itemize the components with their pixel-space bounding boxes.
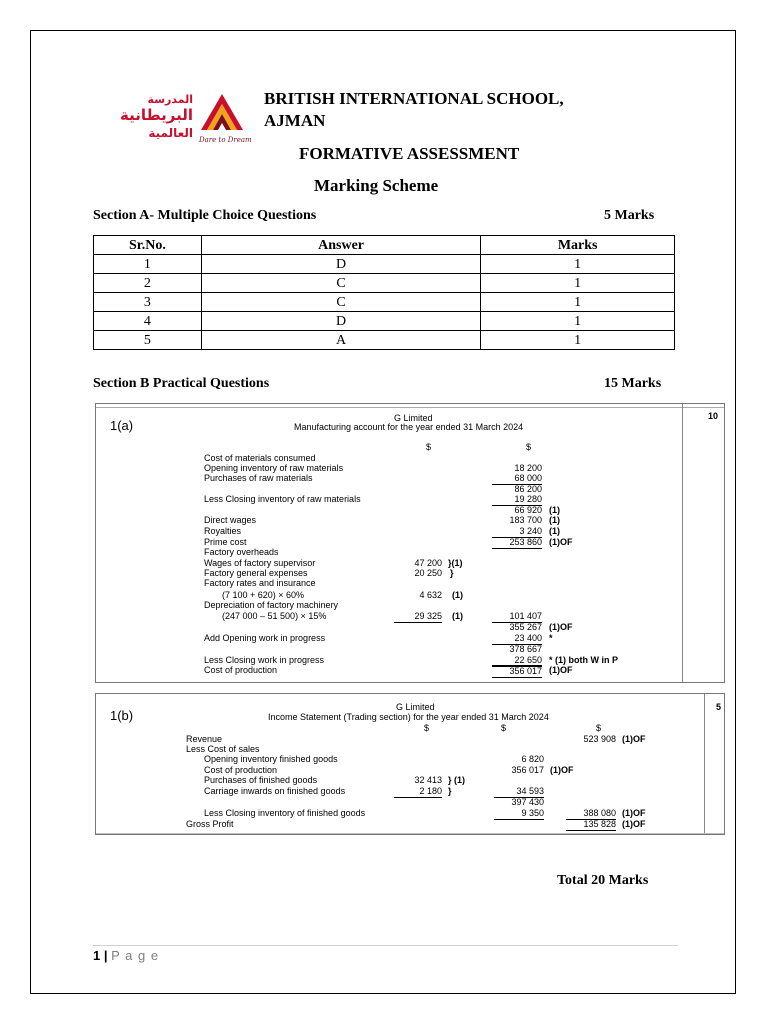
mark-annotation: } <box>448 786 452 796</box>
mark-annotation: (1)OF <box>622 734 646 744</box>
line-label: Factory overheads <box>204 547 279 557</box>
mark-annotation: (1) <box>452 611 463 621</box>
line-calc: (7 100 + 620) × 60% <box>222 590 305 600</box>
divider <box>704 694 705 834</box>
question-1a-marks: 10 <box>708 411 719 421</box>
col-header-answer: Answer <box>201 236 480 255</box>
mark-annotation: (1)OF <box>622 808 646 818</box>
line-value: 20 250 <box>414 568 442 578</box>
mark-annotation: (1)OF <box>549 665 573 675</box>
cell-answer: A <box>201 331 480 350</box>
mcq-answer-table <box>93 235 675 350</box>
logo-arabic-line2: البريطانية <box>120 106 193 124</box>
col-header-1: $ <box>424 723 430 733</box>
mark-annotation: (1) <box>452 590 463 600</box>
line-label: Less Cost of sales <box>186 744 260 754</box>
line-label: Direct wages <box>204 515 257 525</box>
mark-annotation: } <box>450 568 454 578</box>
line-value: 523 908 <box>583 734 616 744</box>
line-label: Opening inventory finished goods <box>204 754 338 764</box>
line-value: 18 200 <box>514 463 542 473</box>
section-a-title: Section A- Multiple Choice Questions <box>93 208 317 223</box>
line-label: Less Closing work in progress <box>204 655 325 665</box>
cell-answer: D <box>201 312 480 331</box>
mark-annotation: * <box>549 633 553 643</box>
company-name: G Limited <box>396 702 435 712</box>
total-marks: Total 20 Marks <box>557 873 649 888</box>
cell-marks: 1 <box>481 312 675 331</box>
mark-annotation: }(1) <box>448 558 463 568</box>
line-label: Opening inventory of raw materials <box>204 463 344 473</box>
cell-answer: C <box>201 274 480 293</box>
table-row <box>94 331 675 350</box>
table-row <box>94 274 675 293</box>
line-value: 183 700 <box>509 515 542 525</box>
line-value: 397 430 <box>511 797 544 807</box>
line-value: 86 200 <box>514 484 542 494</box>
line-label: Cost of materials consumed <box>204 453 316 463</box>
mark-annotation: (1)OF <box>549 537 573 547</box>
line-label: Wages of factory supervisor <box>204 558 316 568</box>
mark-annotation: } (1) <box>448 775 466 785</box>
page-footer <box>93 948 159 963</box>
line-label: Add Opening work in progress <box>204 633 326 643</box>
divider <box>682 404 683 682</box>
question-1b-answer-box <box>95 693 725 835</box>
marking-scheme-title: Marking Scheme <box>314 176 439 195</box>
cell-marks: 1 <box>481 331 675 350</box>
col-header-1: $ <box>426 442 432 452</box>
line-label: Cost of production <box>204 765 278 775</box>
table-row <box>94 293 675 312</box>
table-row <box>94 312 675 331</box>
line-value: 34 593 <box>494 786 544 798</box>
line-value: 32 413 <box>414 775 442 785</box>
mark-annotation: (1)OF <box>549 622 573 632</box>
question-1a-answer-box <box>95 403 725 683</box>
line-label: Less Closing inventory of finished goods <box>204 808 366 818</box>
assessment-title: FORMATIVE ASSESSMENT <box>299 144 520 163</box>
line-label: Carriage inwards on finished goods <box>204 786 346 796</box>
line-value: 66 920 <box>514 505 542 515</box>
cell-srno: 5 <box>94 331 202 350</box>
line-label: Purchases of raw materials <box>204 473 313 483</box>
line-value: 356 017 <box>511 765 544 775</box>
page-word: P a g e <box>111 948 160 963</box>
section-a-marks: 5 Marks <box>604 208 655 223</box>
line-value: 22 650 <box>492 655 542 667</box>
line-label: Purchases of finished goods <box>204 775 318 785</box>
question-1b-label: 1(b) <box>110 708 134 723</box>
col-header-3: $ <box>596 723 602 733</box>
line-label: Revenue <box>186 734 223 744</box>
cell-marks: 1 <box>481 274 675 293</box>
cell-srno: 1 <box>94 255 202 274</box>
line-value: 4 632 <box>419 590 442 600</box>
page-number: 1 <box>93 948 101 963</box>
school-logo <box>105 92 255 150</box>
cell-marks: 1 <box>481 293 675 312</box>
cell-srno: 4 <box>94 312 202 331</box>
col-header-srno: Sr.No. <box>94 236 202 255</box>
line-label: Depreciation of factory machinery <box>204 600 339 610</box>
statement-heading: Income Statement (Trading section) for the year ended 31 March 2024 <box>268 712 549 722</box>
cell-srno: 3 <box>94 293 202 312</box>
line-value: 29 325 <box>394 611 442 623</box>
line-value: 101 407 <box>492 611 542 623</box>
divider <box>96 407 724 408</box>
flame-chevron-logo-icon <box>197 92 247 138</box>
divider <box>96 833 724 834</box>
table-header-row <box>94 236 675 255</box>
line-value: 9 350 <box>494 808 544 820</box>
mark-annotation: * (1) both W in P <box>549 655 618 665</box>
col-header-2: $ <box>501 723 507 733</box>
mark-annotation: (1) <box>549 515 560 525</box>
cell-answer: C <box>201 293 480 312</box>
school-name-line1: BRITISH INTERNATIONAL SCHOOL, <box>264 89 564 108</box>
line-label: Factory general expenses <box>204 568 308 578</box>
line-value: 3 240 <box>492 526 542 538</box>
line-label: Cost of production <box>204 665 278 675</box>
line-value: 68 000 <box>492 473 542 485</box>
cell-answer: D <box>201 255 480 274</box>
school-name-line2: AJMAN <box>264 111 326 130</box>
line-label: Gross Profit <box>186 819 234 829</box>
line-value: 388 080 <box>566 808 616 820</box>
mark-annotation: (1) <box>549 505 560 515</box>
footer-divider <box>93 945 678 946</box>
line-label: Prime cost <box>204 537 247 547</box>
line-value: 253 860 <box>492 537 542 549</box>
line-value: 6 820 <box>521 754 544 764</box>
logo-arabic-line1: المدرسة <box>147 93 193 106</box>
question-1b-marks: 5 <box>716 702 722 712</box>
logo-arabic-line3: العالمية <box>148 126 193 140</box>
mark-annotation: (1)OF <box>550 765 574 775</box>
page-separator: | <box>103 948 108 963</box>
line-value: 47 200 <box>414 558 442 568</box>
line-label: Factory rates and insurance <box>204 578 316 588</box>
table-row <box>94 255 675 274</box>
col-header-2: $ <box>526 442 532 452</box>
line-calc: (247 000 – 51 500) × 15% <box>222 611 327 621</box>
line-value: 19 280 <box>492 494 542 506</box>
logo-motto: Dare to Dream <box>199 136 252 144</box>
line-label: Royalties <box>204 526 242 536</box>
line-value: 378 667 <box>509 644 542 654</box>
cell-srno: 2 <box>94 274 202 293</box>
mark-annotation: (1) <box>549 526 560 536</box>
mark-annotation: (1)OF <box>622 819 646 829</box>
line-value: 355 267 <box>509 622 542 632</box>
company-name: G Limited <box>394 413 433 423</box>
section-b-title: Section B Practical Questions <box>93 376 270 391</box>
account-heading: Manufacturing account for the year ended 31 March 2024 <box>294 422 524 432</box>
line-value: 356 017 <box>492 665 542 678</box>
section-b-marks: 15 Marks <box>604 376 662 391</box>
line-value: 2 180 <box>394 786 442 798</box>
line-value: 135 828 <box>566 819 616 831</box>
line-value: 23 400 <box>492 633 542 645</box>
question-1a-label: 1(a) <box>110 418 134 433</box>
col-header-marks: Marks <box>481 236 675 255</box>
cell-marks: 1 <box>481 255 675 274</box>
line-label: Less Closing inventory of raw materials <box>204 494 361 504</box>
